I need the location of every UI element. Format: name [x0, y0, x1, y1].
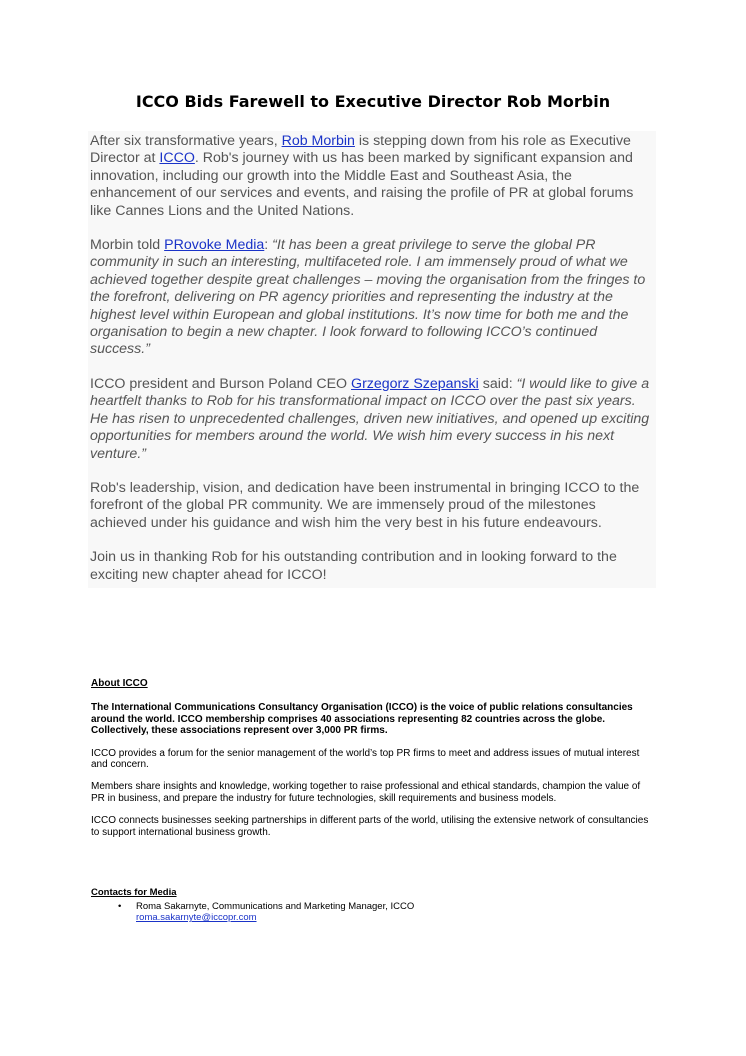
paragraph-leadership: Rob's leadership, vision, and dedication have been instrumental in bringing ICCO to the forefront of the global PR community. We are immensely proud of the milestones achieved under his guidance and wish him the very best in his future endeavours.	[90, 479, 640, 531]
grzegorz-szepanski-link[interactable]: Grzegorz Szepanski	[351, 375, 479, 392]
contacts-section	[91, 887, 651, 924]
about-heading: About ICCO	[91, 678, 148, 689]
page-title: ICCO Bids Farewell to Executive Director Rob Morbin	[135, 92, 611, 111]
about-summary: The International Communications Consultancy Organisation (ICCO) is the voice of public relations consultancies around the world. ICCO membership comprises 40 associations representing 82 countries across the globe. Collectively, these associations represent over 3,000 PR firms.	[91, 702, 633, 737]
announcement-body	[88, 131, 656, 588]
contact-name: Roma Sakarnyte, Communications and Marketing Manager, ICCO	[136, 900, 415, 912]
paragraph-morbin-quote	[90, 237, 654, 359]
text: Morbin told	[90, 237, 165, 254]
contacts-list	[91, 901, 651, 924]
rob-morbin-link[interactable]: Rob Morbin	[281, 133, 355, 149]
contacts-heading: Contacts for Media	[91, 887, 177, 898]
about-forum: ICCO provides a forum for the senior management of the world’s top PR firms to meet and address issues of mutual interest and concern.	[91, 747, 640, 771]
morbin-quote: “It has been a great privilege to serve the global PR community in such an interesting, multifaceted role. I am immensely proud of what we achieved together despite great challenges – moving the organisation from the fringes to the forefront, delivering on PR agency priorities and representing the industry at the highest level within European and global institutions. It’s now time for both me and the organisation to begin a new chapter. I look forward to following ICCO’s continued success.”	[90, 237, 646, 358]
text: said:	[478, 375, 517, 392]
szepanski-quote: “I would like to give a heartfelt thanks to Rob for his transformational impact on ICCO over the past six years. He has risen to unprecedented challenges, driven new initiatives, and opened up exciting opportunities for members around the world. We wish him every success in his next venture.”	[90, 375, 650, 462]
icco-link[interactable]: ICCO	[159, 150, 195, 167]
paragraph-szepanski-quote	[90, 376, 654, 463]
paragraph-intro	[90, 133, 654, 220]
contact-email-link[interactable]: roma.sakarnyte@iccopr.com	[136, 912, 257, 924]
text: is stepping down from his role as Executive Director at	[90, 133, 631, 167]
about-partnerships: ICCO connects businesses seeking partnerships in different parts of the world, utilising the extensive network of consultancies to support international business growth.	[91, 815, 649, 838]
about-section	[91, 678, 651, 849]
contact-item	[136, 901, 651, 924]
text: ICCO president and Burson Poland CEO	[90, 375, 352, 392]
text: . Rob's journey with us has been marked by significant expansion and innovation, including our growth into the Middle East and Southeast Asia, the enhancement of our services and events, and raising the profile of PR at global forums like Cannes Lions and the United Nations.	[90, 150, 634, 219]
text: After six transformative years,	[90, 133, 282, 149]
paragraph-closing: Join us in thanking Rob for his outstanding contribution and in looking forward to the exciting new chapter ahead for ICCO!	[90, 549, 617, 583]
about-members: Members share insights and knowledge, working together to raise professional and ethical standards, champion the value of PR in business, and prepare the industry for future technologies, skill requirements and business models.	[91, 781, 641, 804]
text: :	[264, 237, 273, 254]
provoke-media-link[interactable]: PRovoke Media	[164, 237, 265, 254]
